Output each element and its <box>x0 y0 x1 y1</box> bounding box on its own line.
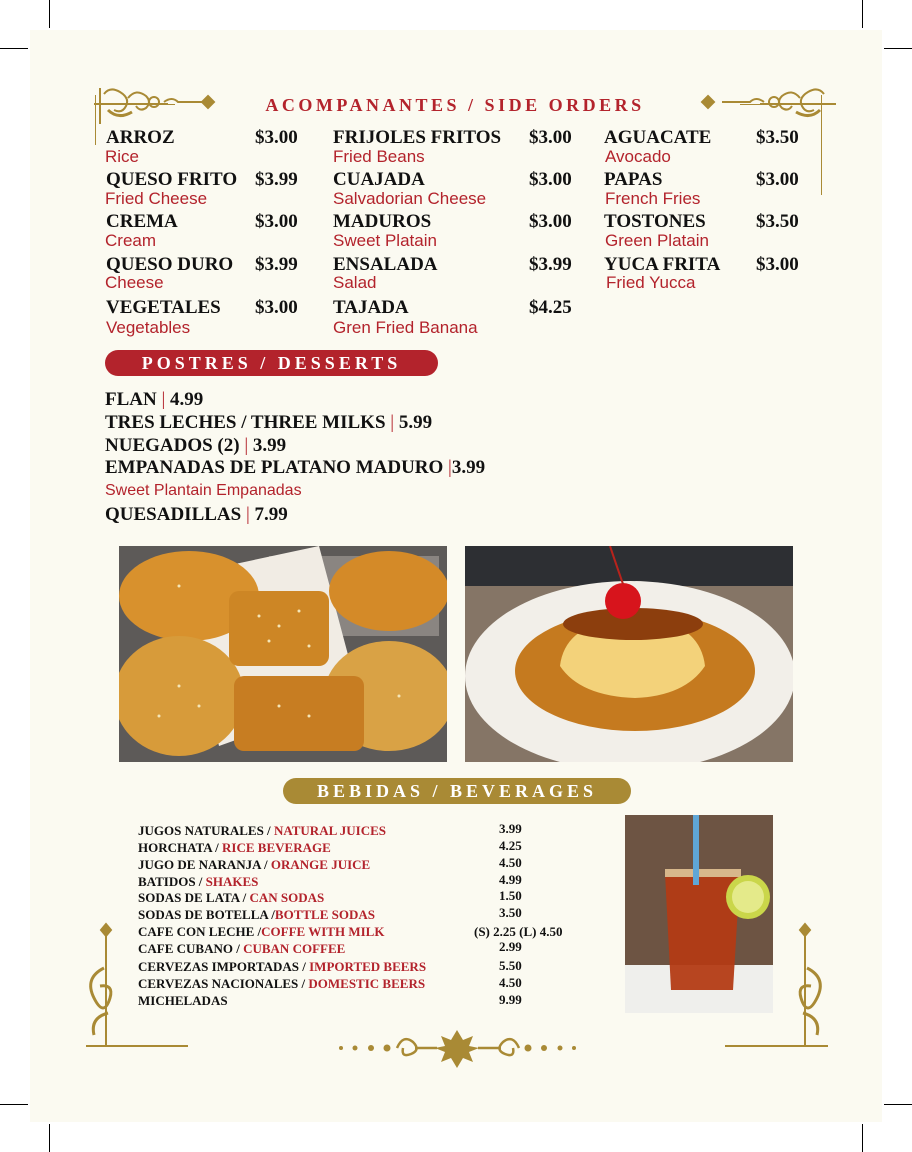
beverage-price: 1.50 <box>499 888 522 903</box>
crop-mark <box>884 1104 912 1105</box>
side-item-price: $3.00 <box>529 211 572 232</box>
beverage-name-es: SODAS DE LATA / <box>138 890 247 905</box>
crop-mark <box>884 48 912 49</box>
side-item-english: Rice <box>105 147 140 166</box>
side-item-name: ENSALADA <box>333 254 438 275</box>
side-item-price: $3.00 <box>756 169 799 190</box>
side-item-price: $3.50 <box>756 127 799 148</box>
side-item-english: Fried Yucca <box>606 273 696 292</box>
side-item-english: Vegetables <box>106 318 191 337</box>
left-frame-line-top <box>95 104 175 105</box>
side-item-name: QUESO DURO <box>106 254 234 275</box>
side-item-name: PAPAS <box>604 169 663 190</box>
left-frame-line <box>95 95 96 145</box>
side-item-price: $3.00 <box>756 254 799 275</box>
separator: | <box>245 504 250 525</box>
side-item-price: $3.00 <box>255 211 298 232</box>
side-item-price: $3.50 <box>756 211 799 232</box>
beverage-item <box>138 840 331 856</box>
side-item-price: $3.00 <box>255 127 298 148</box>
beverage-name-es: HORCHATA / <box>138 840 219 855</box>
dessert-item-name: QUESADILLAS <box>105 504 242 525</box>
side-item-name: QUESO FRITO <box>106 169 238 190</box>
dessert-item-name: TRES LECHES / THREE MILKS <box>105 412 386 433</box>
beverage-name-en: BOTTLE SODAS <box>274 907 375 922</box>
empanadas-photo <box>119 546 447 762</box>
right-frame-line <box>821 95 822 195</box>
empanadas-english: Sweet Plantain Empanadas <box>105 482 302 499</box>
beverage-name-es: CERVEZAS NACIONALES / <box>138 976 306 991</box>
beverage-price: 4.50 <box>499 975 522 990</box>
beverage-name-es: JUGOS NATURALES / <box>138 823 271 838</box>
dessert-item-name: EMPANADAS DE PLATANO MADURO <box>105 457 444 478</box>
beverage-price: 4.25 <box>499 838 522 853</box>
dessert-item <box>105 412 432 434</box>
dessert-item <box>105 435 286 457</box>
dessert-item <box>105 504 288 526</box>
side-item-name: TOSTONES <box>604 211 706 232</box>
beverage-item <box>138 823 386 839</box>
dessert-item-price: 5.99 <box>398 412 433 433</box>
crop-mark <box>49 0 50 28</box>
separator: | <box>448 457 452 478</box>
side-item-price: $3.99 <box>529 254 572 275</box>
beverage-name-es: JUGO DE NARANJA / <box>138 857 268 872</box>
side-item-english: Cheese <box>105 273 164 292</box>
dessert-item-price: 4.99 <box>170 389 204 410</box>
beverage-name-en: RICE BEVERAGE <box>222 840 331 855</box>
side-item-english: Sweet Platain <box>333 231 437 250</box>
beverage-price: 9.99 <box>499 992 522 1007</box>
beverage-name-es: CAFE CUBANO / <box>138 941 240 956</box>
beverages-title-pill: BEBIDAS / BEVERAGES <box>283 778 631 804</box>
crop-mark <box>49 1124 50 1152</box>
beverage-name-en: SHAKES <box>205 874 259 889</box>
beverage-price: 3.99 <box>499 821 522 836</box>
beverage-price: 3.50 <box>499 905 522 920</box>
crop-mark <box>862 1124 863 1152</box>
beverage-name-en: NATURAL JUICES <box>273 823 387 838</box>
separator: | <box>161 389 166 410</box>
dessert-item-name: FLAN <box>105 389 157 410</box>
side-item-name: CUAJADA <box>333 169 425 190</box>
crop-mark <box>0 1104 28 1105</box>
side-item-name: AGUACATE <box>604 127 712 148</box>
beverage-name-es: BATIDOS / <box>138 874 203 889</box>
right-corner-ornament-icon <box>720 918 840 1058</box>
separator: | <box>244 435 249 456</box>
beverage-name-es: CERVEZAS IMPORTADAS / <box>138 959 306 974</box>
dessert-item-price: 7.99 <box>254 504 288 525</box>
beverage-name-en: DOMESTIC BEERS <box>308 976 426 991</box>
side-item-english: Avocado <box>605 147 671 166</box>
side-item-price: $3.00 <box>529 169 572 190</box>
beverage-price: 5.50 <box>499 958 522 973</box>
beverage-name-en: ORANGE JUICE <box>270 857 371 872</box>
side-item-name: TAJADA <box>333 297 409 318</box>
crop-mark <box>862 0 863 28</box>
beverage-item <box>138 857 370 873</box>
beverage-item <box>138 874 258 890</box>
side-item-english: French Fries <box>605 189 701 208</box>
beverage-price: 2.99 <box>499 939 522 954</box>
dessert-item-price: 3.99 <box>451 457 486 478</box>
side-item-english: Gren Fried Banana <box>333 318 478 337</box>
dessert-item-price: 3.99 <box>252 435 287 456</box>
dessert-item <box>105 389 203 411</box>
side-item-english: Fried Cheese <box>105 189 208 208</box>
side-item-english: Green Platain <box>605 231 709 250</box>
beverage-name-en: COFFE WITH MILK <box>261 924 385 939</box>
side-item-name: VEGETALES <box>106 297 221 318</box>
crop-mark <box>0 48 28 49</box>
side-orders-title: ACOMPANANTES / SIDE ORDERS <box>265 95 645 115</box>
beverage-name-es: SODAS DE BOTELLA / <box>138 907 275 922</box>
beverage-price: (S) 2.25 (L) 4.50 <box>474 924 563 939</box>
beverage-price: 4.50 <box>499 855 522 870</box>
side-item-name: YUCA FRITA <box>604 254 721 275</box>
side-item-name: MADUROS <box>333 211 432 232</box>
center-bottom-ornament-icon <box>335 1026 580 1070</box>
side-item-price: $4.25 <box>529 297 572 318</box>
beverage-name-es: MICHELADAS <box>138 993 228 1008</box>
separator: | <box>390 412 395 433</box>
flan-photo <box>465 546 793 762</box>
side-item-english: Salad <box>333 273 377 292</box>
side-item-price: $3.00 <box>529 127 572 148</box>
side-item-english: Salvadorian Cheese <box>333 189 487 208</box>
beverage-name-es: CAFE CON LECHE / <box>138 924 262 939</box>
left-corner-ornament-icon <box>76 918 191 1058</box>
side-item-price: $3.99 <box>255 169 298 190</box>
beverage-name-en: CAN SODAS <box>249 890 325 905</box>
dessert-item-name: NUEGADOS (2) <box>105 435 240 456</box>
side-item-english: Fried Beans <box>333 147 425 166</box>
right-frame-line-top <box>740 104 822 105</box>
side-item-name: ARROZ <box>106 127 175 148</box>
beverage-name-en: IMPORTED BEERS <box>309 959 427 974</box>
side-item-english: Cream <box>105 231 157 250</box>
beverage-item <box>138 890 324 906</box>
beverage-name-en: CUBAN COFFEE <box>243 941 346 956</box>
desserts-title-pill: POSTRES / DESSERTS <box>105 350 438 376</box>
dessert-item <box>105 457 485 479</box>
beverage-price: 4.99 <box>499 872 522 887</box>
side-item-name: FRIJOLES FRITOS <box>333 127 502 148</box>
side-item-name: CREMA <box>106 211 178 232</box>
side-item-price: $3.99 <box>255 254 298 275</box>
side-item-price: $3.00 <box>255 297 298 318</box>
